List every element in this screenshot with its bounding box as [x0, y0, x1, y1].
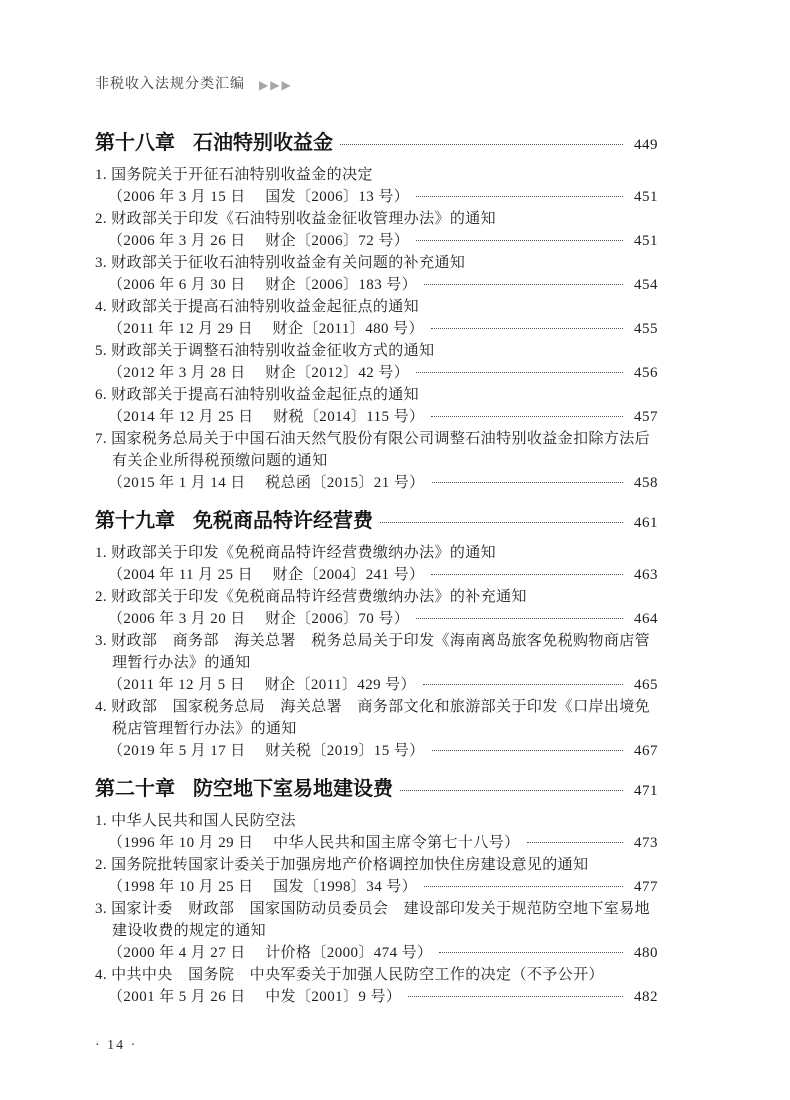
entry-page-number: 458 — [634, 475, 658, 491]
entry-title-text: 财政部 商务部 海关总署 税务总局关于印发《海南离岛旅客免税购物商店管理暂行办法》的通知 — [111, 633, 651, 671]
entry-meta — [95, 274, 658, 296]
toc-entry — [95, 630, 658, 696]
toc-entry — [95, 898, 658, 964]
entry-meta — [95, 942, 658, 964]
entry-date: （2015 年 1 月 14 日 税总函〔2015〕21 号） — [108, 475, 425, 491]
entry-meta — [95, 186, 658, 208]
entry-date: （2012 年 3 月 28 日 财企〔2012〕42 号） — [108, 365, 410, 381]
toc-entry — [95, 964, 658, 1008]
entry-page-number: 451 — [634, 233, 658, 249]
chapter-title: 石油特别收益金 — [193, 132, 333, 154]
toc-entry — [95, 586, 658, 630]
toc-entry — [95, 428, 658, 494]
folio-page-number: · 14 · — [95, 1038, 138, 1053]
toc-chapter — [95, 130, 658, 494]
entry-title — [95, 630, 658, 674]
entry-title — [95, 340, 658, 362]
toc-entry — [95, 252, 658, 296]
entry-title — [95, 542, 658, 564]
entry-title — [95, 964, 658, 986]
chapter-page-number: 471 — [634, 783, 658, 799]
entry-meta — [95, 564, 658, 586]
entry-title — [95, 696, 658, 740]
entry-number: 6. — [95, 387, 108, 403]
entry-date: （2004 年 11 月 25 日 财企〔2004〕241 号） — [108, 567, 425, 583]
chapter-heading — [95, 508, 658, 536]
entry-meta — [95, 472, 658, 494]
toc-entry — [95, 384, 658, 428]
entry-number: 7. — [95, 431, 108, 447]
entry-title — [95, 854, 658, 876]
dot-leader — [431, 415, 623, 417]
toc-entry — [95, 164, 658, 208]
entry-title — [95, 252, 658, 274]
entry-title — [95, 810, 658, 832]
chapter-entries — [95, 164, 658, 494]
entry-title-text: 财政部关于征收石油特别收益金有关问题的补充通知 — [111, 255, 466, 271]
entry-title-text: 财政部关于印发《免税商品特许经营费缴纳办法》的通知 — [111, 545, 497, 561]
toc-entry — [95, 854, 658, 898]
toc-list — [95, 130, 658, 1008]
entry-page-number: 465 — [634, 677, 658, 693]
entry-date: （1998 年 10 月 25 日 国发〔1998〕34 号） — [108, 879, 418, 895]
entry-title-text: 财政部关于提高石油特别收益金起征点的通知 — [111, 299, 420, 315]
dot-leader — [380, 521, 623, 523]
entry-meta — [95, 832, 658, 854]
entry-date: （2000 年 4 月 27 日 计价格〔2000〕474 号） — [108, 945, 433, 961]
dot-leader — [432, 749, 623, 751]
dot-leader — [340, 143, 623, 145]
entry-date: （2006 年 3 月 20 日 财企〔2006〕70 号） — [108, 611, 410, 627]
dot-leader — [439, 951, 623, 953]
entry-title-text: 财政部 国家税务总局 海关总署 商务部文化和旅游部关于印发《口岸出境免税店管理暂行办法》的通知 — [111, 699, 651, 737]
entry-title-text: 国务院关于开征石油特别收益金的决定 — [111, 167, 373, 183]
entry-page-number: 467 — [634, 743, 658, 759]
entry-date: （2006 年 3 月 15 日 国发〔2006〕13 号） — [108, 189, 410, 205]
entry-number: 4. — [95, 299, 108, 315]
entry-page-number: 456 — [634, 365, 658, 381]
entry-number: 1. — [95, 545, 108, 561]
toc-entry — [95, 810, 658, 854]
entry-number: 5. — [95, 343, 108, 359]
entry-date: （2001 年 5 月 26 日 中发〔2001〕9 号） — [108, 989, 402, 1005]
dot-leader — [432, 481, 623, 483]
chapter-page-number: 449 — [634, 137, 658, 153]
running-header — [95, 76, 658, 94]
running-header-title: 非税收入法规分类汇编 — [95, 77, 245, 92]
entry-number: 3. — [95, 255, 108, 271]
entry-meta — [95, 876, 658, 898]
entry-page-number: 482 — [634, 989, 658, 1005]
entry-title — [95, 586, 658, 608]
entry-title-text: 财政部关于印发《石油特别收益金征收管理办法》的通知 — [111, 211, 497, 227]
dot-leader — [416, 617, 623, 619]
entry-meta — [95, 230, 658, 252]
chapter-page-number: 461 — [634, 515, 658, 531]
entry-page-number: 464 — [634, 611, 658, 627]
entry-title-text: 中共中央 国务院 中央军委关于加强人民防空工作的决定（不予公开） — [111, 967, 604, 983]
dot-leader — [400, 789, 623, 791]
dot-leader — [416, 195, 623, 197]
dot-leader — [527, 841, 623, 843]
entry-title-text: 财政部关于提高石油特别收益金起征点的通知 — [111, 387, 420, 403]
chapter-label: 第十九章 — [95, 510, 175, 532]
entry-page-number: 455 — [634, 321, 658, 337]
entry-title — [95, 296, 658, 318]
entry-title-text: 财政部关于印发《免税商品特许经营费缴纳办法》的补充通知 — [111, 589, 527, 605]
entry-date: （2011 年 12 月 5 日 财企〔2011〕429 号） — [108, 677, 416, 693]
entry-page-number: 454 — [634, 277, 658, 293]
dot-leader — [408, 995, 623, 997]
entry-meta — [95, 740, 658, 762]
entry-number: 4. — [95, 699, 108, 715]
dot-leader — [431, 573, 623, 575]
entry-date: （2019 年 5 月 17 日 财关税〔2019〕15 号） — [108, 743, 425, 759]
entry-meta — [95, 406, 658, 428]
entry-number: 3. — [95, 633, 108, 649]
dot-leader — [423, 683, 623, 685]
entry-title-text: 国务院批转国家计委关于加强房地产价格调控加快住房建设意见的通知 — [111, 857, 589, 873]
entry-date: （1996 年 10 月 29 日 中华人民共和国主席令第七十八号） — [108, 835, 520, 851]
entry-title — [95, 898, 658, 942]
entry-meta — [95, 674, 658, 696]
toc-chapter — [95, 776, 658, 1008]
entry-title — [95, 208, 658, 230]
entry-title — [95, 164, 658, 186]
entry-title-text: 中华人民共和国人民防空法 — [111, 813, 296, 829]
entry-page-number: 477 — [634, 879, 658, 895]
entry-title-text: 国家税务总局关于中国石油天然气股份有限公司调整石油特别收益金扣除方法后有关企业所得税预缴问题的通知 — [111, 431, 651, 469]
entry-title-text: 财政部关于调整石油特别收益金征收方式的通知 — [111, 343, 435, 359]
dot-leader — [424, 283, 623, 285]
toc-chapter — [95, 508, 658, 762]
entry-title — [95, 428, 658, 472]
entry-page-number: 463 — [634, 567, 658, 583]
dot-leader — [424, 885, 623, 887]
dot-leader — [416, 239, 623, 241]
chapter-entries — [95, 810, 658, 1008]
chapter-label: 第十八章 — [95, 132, 175, 154]
entry-page-number: 480 — [634, 945, 658, 961]
entry-number: 1. — [95, 813, 108, 829]
entry-page-number: 451 — [634, 189, 658, 205]
chapter-title: 免税商品特许经营费 — [193, 510, 373, 532]
entry-meta — [95, 362, 658, 384]
entry-date: （2011 年 12 月 29 日 财企〔2011〕480 号） — [108, 321, 424, 337]
entry-number: 2. — [95, 857, 108, 873]
entry-meta — [95, 986, 658, 1008]
entry-number: 2. — [95, 211, 108, 227]
toc-entry — [95, 296, 658, 340]
entry-title — [95, 384, 658, 406]
entry-date: （2006 年 6 月 30 日 财企〔2006〕183 号） — [108, 277, 418, 293]
dot-leader — [416, 371, 623, 373]
chapter-entries — [95, 542, 658, 762]
entry-page-number: 473 — [634, 835, 658, 851]
entry-page-number: 457 — [634, 409, 658, 425]
toc-entry — [95, 340, 658, 384]
dot-leader — [431, 327, 623, 329]
entry-title-text: 国家计委 财政部 国家国防动员委员会 建设部印发关于规范防空地下室易地建设收费的规定的通知 — [111, 901, 651, 939]
entry-meta — [95, 318, 658, 340]
entry-number: 4. — [95, 967, 108, 983]
toc-entry — [95, 208, 658, 252]
chapter-title: 防空地下室易地建设费 — [193, 778, 393, 800]
toc-entry — [95, 542, 658, 586]
entry-date: （2006 年 3 月 26 日 财企〔2006〕72 号） — [108, 233, 410, 249]
entry-number: 1. — [95, 167, 108, 183]
entry-meta — [95, 608, 658, 630]
toc-entry — [95, 696, 658, 762]
entry-date: （2014 年 12 月 25 日 财税〔2014〕115 号） — [108, 409, 425, 425]
chapter-heading — [95, 776, 658, 804]
triple-arrow-icon: ▶▶▶ — [259, 78, 293, 92]
chapter-label: 第二十章 — [95, 778, 175, 800]
entry-number: 2. — [95, 589, 108, 605]
chapter-heading — [95, 130, 658, 158]
entry-number: 3. — [95, 901, 108, 917]
